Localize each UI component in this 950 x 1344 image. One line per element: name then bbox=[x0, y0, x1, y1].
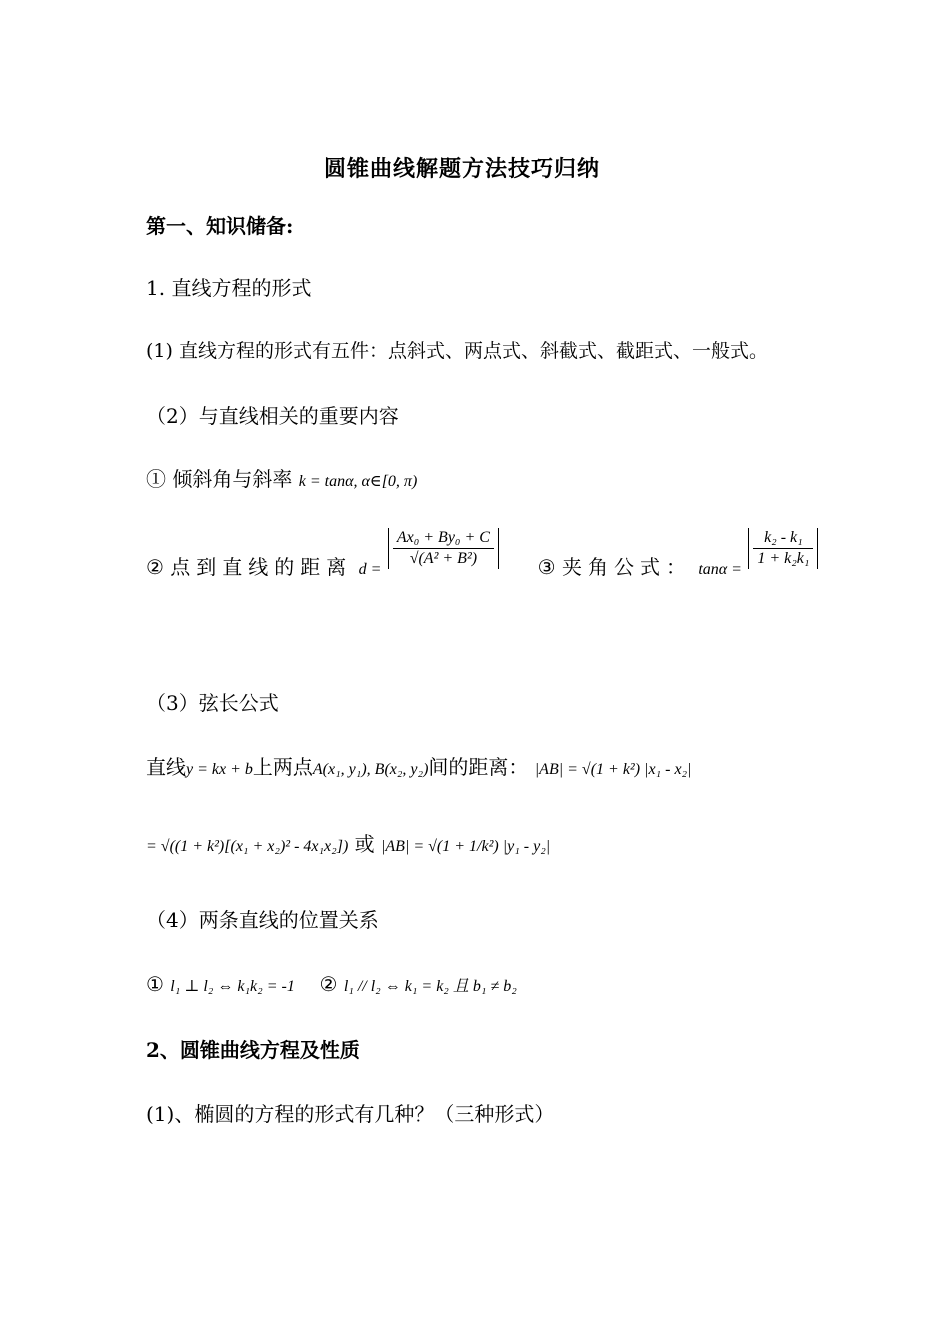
slope-row bbox=[146, 469, 417, 490]
chord-points: A(x₁, y₁), B(x₂, y₂) bbox=[312, 761, 429, 778]
item-line-equation-forms: 1. 直线方程的形式 bbox=[146, 276, 312, 300]
chord-formula-3: |AB| = √(1 + 1/k²) |y₁ - y₂| bbox=[381, 838, 551, 855]
chord-text-2: 上两点 bbox=[252, 755, 313, 779]
marker-2: ② bbox=[146, 555, 164, 579]
distance-formula bbox=[388, 528, 499, 569]
marker-1: ① bbox=[146, 467, 166, 491]
subheading-chord-length: （3）弦长公式 bbox=[146, 691, 279, 715]
marker-relation-2: ② bbox=[319, 972, 338, 996]
relation-row bbox=[146, 974, 517, 995]
slope-text: 倾斜角与斜率 bbox=[172, 467, 293, 491]
perpendicular-condition: l₁ ⊥ l₂ ⇔ k₁k₂ = -1 bbox=[170, 978, 295, 995]
angle-formula bbox=[748, 528, 818, 569]
angle-lhs: tanα = bbox=[698, 561, 742, 578]
slope-formula: k = tanα, α∈[0, π) bbox=[298, 473, 418, 490]
chord-row-2 bbox=[146, 834, 550, 855]
distance-numerator: Ax₀ + By₀ + C bbox=[393, 530, 494, 549]
chord-or: 或 bbox=[354, 832, 375, 856]
subheading-line-relations: （4）两条直线的位置关系 bbox=[146, 908, 379, 932]
marker-3: ③ bbox=[537, 555, 556, 579]
ellipse-question: (1)、椭圆的方程的形式有几种？（三种形式） bbox=[146, 1102, 555, 1126]
angle-numerator: k₂ - k₁ bbox=[753, 530, 813, 549]
marker-relation-1: ① bbox=[146, 972, 164, 996]
chord-row-1 bbox=[146, 757, 692, 778]
subheading-related-content: （2）与直线相关的重要内容 bbox=[146, 404, 399, 428]
section-heading-conics: 2、圆锥曲线方程及性质 bbox=[146, 1038, 360, 1062]
distance-lhs: d = bbox=[358, 561, 382, 578]
chord-line-equation: y = kx + b bbox=[186, 761, 253, 778]
angle-denominator: 1 + k₂k₁ bbox=[757, 550, 810, 567]
chord-formula-1: |AB| = √(1 + k²) |x₁ - x₂| bbox=[534, 761, 692, 778]
chord-formula-2: = √((1 + k²)[(x₁ + x₂)² - 4x₁x₂]) bbox=[146, 838, 349, 855]
parallel-condition: l₁ // l₂ ⇔ k₁ = k₂ 且 b₁ ≠ b₂ bbox=[343, 978, 517, 995]
chord-text-1: 直线 bbox=[146, 755, 186, 779]
angle-text: 夹角公式： bbox=[561, 555, 692, 579]
page-title: 圆锥曲线解题方法技巧归纳 bbox=[324, 156, 601, 182]
distance-text: 点到直线的距离 bbox=[170, 555, 353, 579]
line-equation-forms-text: (1) 直线方程的形式有五件：点斜式、两点式、斜截式、截距式、一般式。 bbox=[146, 340, 768, 362]
chord-text-3: 间的距离： bbox=[428, 755, 529, 779]
distance-denominator: √(A² + B²) bbox=[409, 550, 478, 567]
section-heading-knowledge: 第一、知识储备: bbox=[146, 214, 294, 238]
